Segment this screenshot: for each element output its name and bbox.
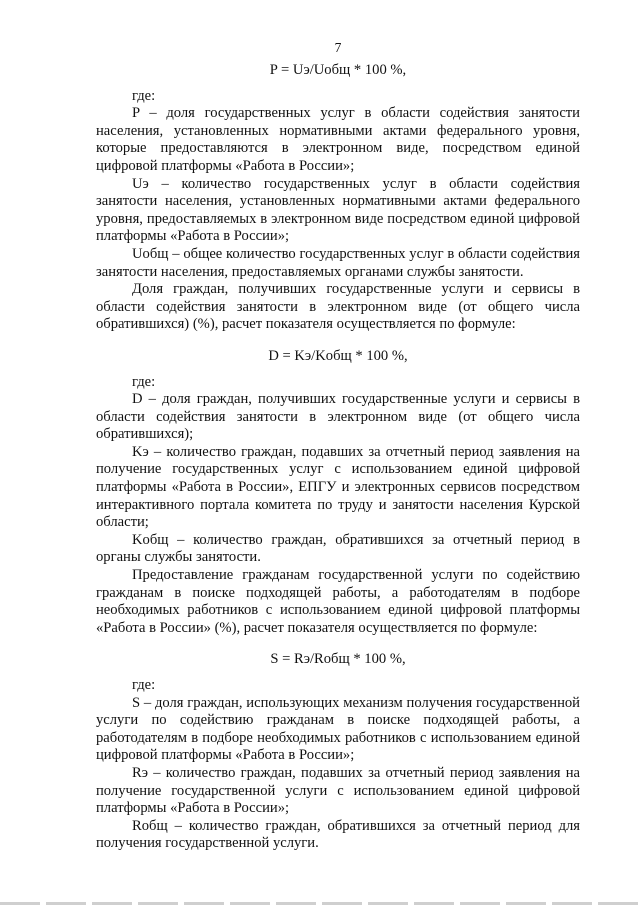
where-label-2: где: [132,373,156,390]
definition-re: Rэ – количество граждан, подавших за отчетный период заявления на получение государственной услуги с использованием единой цифровой платформы «Работа в России»; [96,764,580,817]
definition-uobsh: Uобщ – общее количество государственных услуг в области содействия занятости населения, предоставляемых органами службы занятости. [96,245,580,280]
document-body [96,62,580,853]
where-label-1: где: [132,87,156,104]
formula-d: D = Kэ/Kобщ * 100 %, [268,347,408,364]
formula-p: P = Uэ/Uобщ * 100 %, [269,62,407,78]
definition-p: P – доля государственных услуг в области содействия занятости населения, установленных нормативными актами федерального уровня, которые предоставляются в электронном виде, посредством единой цифровой платформы «Работа в России»; [96,105,580,174]
formula-s: S = Rэ/Rобщ * 100 %, [270,651,406,668]
page-number: 7 [334,40,342,55]
definition-d: D – доля граждан, получивших государственные услуги и сервисы в области содействия занятости в электронном виде (от общего числа обратившихся); [96,391,580,443]
where-label-3: где: [132,677,156,693]
definition-ke: Kэ – количество граждан, подавших за отчетный период заявления на получение государственных услуг с использованием единой цифровой платформы «Работа в России», ЕПГУ и электронных сервисов посредством интерактивного портала комитета по труду и занятости населения Курской области; [96,443,580,531]
definition-s: S – доля граждан, использующих механизм получения государственной услуги по содействию гражданам в поиске подходящей работы, а работодателям в подборе необходимых работников с использованием единой цифровой платформы «Работа в России»; [96,694,580,764]
intro-s: Предоставление гражданам государственной услуги по содействию гражданам в поиске подходящей работы, а работодателям в подборе необходимых работников с использованием единой цифровой платформы «Работа в России» (%), расчет показателя осуществляется по формуле: [96,567,580,636]
definition-robsh: Rобщ – количество граждан, обратившихся за отчетный период для получения государственной услуги. [96,817,580,852]
definition-kobsh: Kобщ – количество граждан, обратившихся за отчетный период в органы службы занятости. [96,531,580,566]
intro-d: Доля граждан, получивших государственные услуги и сервисы в области содействия занятости в электронном виде (от общего числа обратившихся) (%), расчет показателя осуществляется по формуле: [96,281,580,333]
definition-ue: Uэ – количество государственных услуг в области содействия занятости населения, установленных нормативными актами федерального уровня, предоставляемых в электронном виде посредством единой цифровой платформы «Работа в России»; [96,175,580,245]
